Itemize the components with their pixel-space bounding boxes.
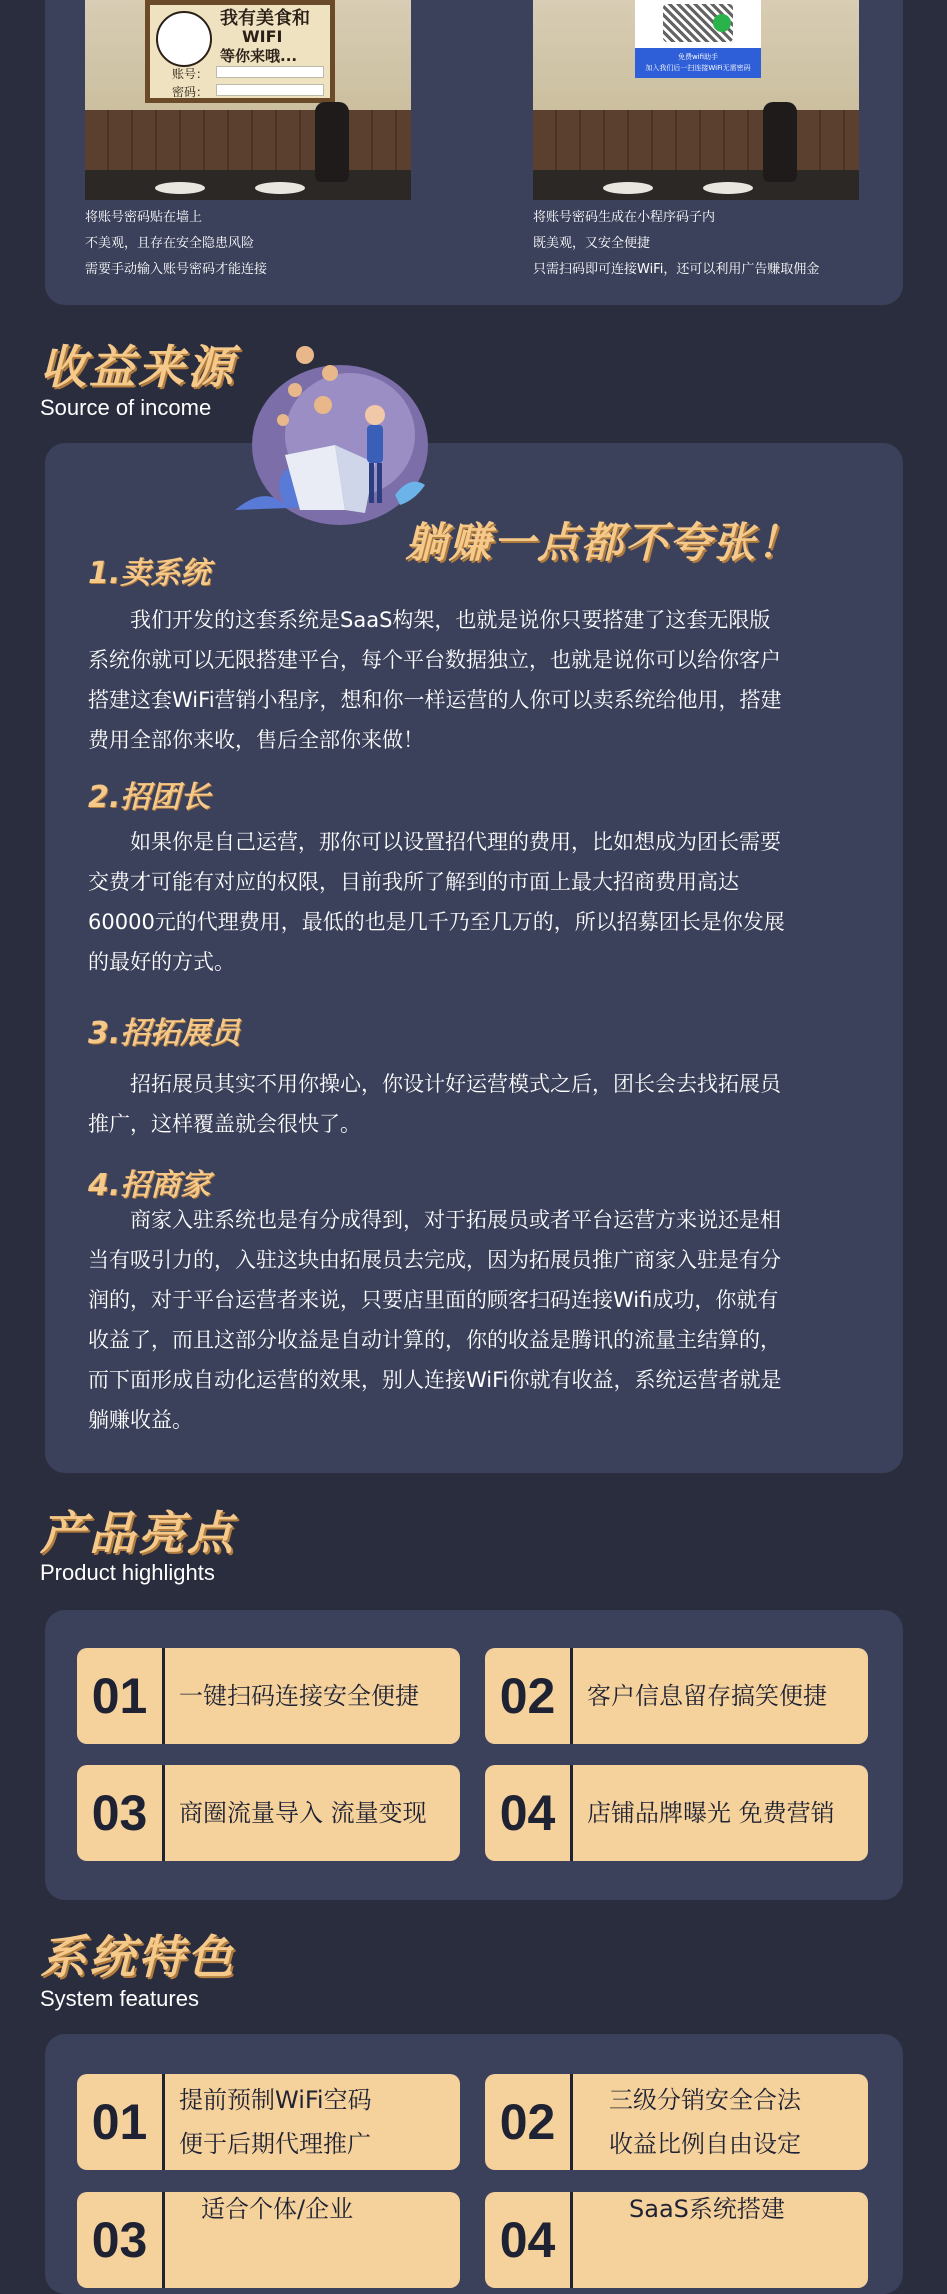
feature-text bbox=[165, 2078, 372, 2166]
feature-number: 01 bbox=[77, 2074, 165, 2170]
wall-sign-photo bbox=[85, 0, 411, 200]
highlight-text: 一键扫码连接安全便捷 bbox=[179, 1682, 419, 1710]
left-caption bbox=[85, 205, 267, 283]
wechat-badge-icon bbox=[713, 14, 731, 32]
income-item-body bbox=[88, 1064, 868, 1144]
feature-line: 便于后期代理推广 bbox=[179, 2130, 371, 2158]
features-subtitle: System features bbox=[40, 1986, 199, 2011]
body-line: 收益了，而且这部分收益是自动计算的，你的收益是腾讯的流量主结算的， bbox=[88, 1328, 781, 1352]
feature-text bbox=[573, 2078, 801, 2166]
body-line: 如果你是自己运营，那你可以设置招代理的费用，比如想成为团长需要 bbox=[88, 830, 781, 854]
jug-icon bbox=[315, 102, 349, 182]
body-line: 当有吸引力的，入驻这块由拓展员去完成，因为拓展员推广商家入驻是有分 bbox=[88, 1248, 781, 1272]
person-with-coins-illustration bbox=[225, 335, 445, 525]
sign-wifi-text: WIFI bbox=[242, 27, 283, 46]
comparison-panel bbox=[45, 0, 903, 305]
feature-line: 三级分销安全合法 bbox=[609, 2086, 801, 2114]
feature-line: 适合个体/企业 bbox=[201, 2195, 354, 2223]
body-line: 招拓展员其实不用你操心，你设计好运营模式之后，团长会去找拓展员 bbox=[88, 1072, 781, 1096]
feature-text bbox=[573, 2192, 785, 2226]
qr-banner-line-2: 加入我们后一扫连接WiFi无需密码 bbox=[645, 64, 751, 72]
feature-line: SaaS系统搭建 bbox=[629, 2195, 785, 2223]
sign-password-label: 密码： bbox=[172, 85, 209, 99]
caption-line: 只需扫码即可连接WiFi，还可以利用广告赚取佣金 bbox=[533, 262, 820, 277]
highlight-item bbox=[485, 1648, 868, 1744]
body-line: 而下面形成自动化运营的效果，别人连接WiFi你就有收益，系统运营者就是 bbox=[88, 1368, 782, 1392]
table bbox=[533, 170, 859, 200]
body-line: 商家入驻系统也是有分成得到，对于拓展员或者平台运营方来说还是相 bbox=[88, 1208, 781, 1232]
highlight-number: 03 bbox=[77, 1765, 165, 1861]
body-line: 费用全部你来收，售后全部你来做！ bbox=[88, 728, 424, 752]
body-line: 我们开发的这套系统是SaaS构架，也就是说你只要搭建了这套无限版 bbox=[88, 608, 771, 632]
plate-icon bbox=[155, 182, 205, 194]
caption-line: 不美观，且存在安全隐患风险 bbox=[85, 236, 255, 251]
plate-icon bbox=[603, 182, 653, 194]
sign-account-label: 账号： bbox=[172, 67, 209, 81]
income-item-title: 1.卖系统 bbox=[88, 556, 211, 591]
income-item-body bbox=[88, 1200, 868, 1440]
wifi-sign-board bbox=[145, 0, 335, 103]
sign-title: 我有美食和 bbox=[220, 8, 310, 29]
highlight-item bbox=[77, 1765, 460, 1861]
plate-icon bbox=[255, 182, 305, 194]
right-caption bbox=[533, 205, 819, 283]
caption-line: 需要手动输入账号密码才能连接 bbox=[85, 262, 268, 277]
jug-icon bbox=[763, 102, 797, 182]
feature-number: 02 bbox=[485, 2074, 573, 2170]
body-line: 搭建这套WiFi营销小程序，想和你一样运营的人你可以卖系统给他用，搭建 bbox=[88, 688, 782, 712]
feature-line: 提前预制WiFi空码 bbox=[179, 2086, 372, 2114]
feature-number: 03 bbox=[77, 2192, 165, 2288]
qr-code-banner bbox=[635, 48, 761, 78]
income-item-body bbox=[88, 600, 868, 760]
qr-code-card bbox=[635, 0, 761, 78]
highlight-item bbox=[77, 1648, 460, 1744]
feature-item bbox=[77, 2074, 460, 2170]
highlight-text: 客户信息留存搞笑便捷 bbox=[587, 1682, 827, 1710]
sign-wait-text: 等你来哦... bbox=[220, 47, 298, 65]
body-line: 润的，对于平台运营者来说，只要店里面的顾客扫码连接Wifi成功，你就有 bbox=[88, 1288, 779, 1312]
income-item-title: 4.招商家 bbox=[88, 1168, 211, 1203]
caption-line: 既美观，又安全便捷 bbox=[533, 236, 651, 251]
sign-password-line bbox=[216, 84, 324, 96]
highlight-item bbox=[485, 1765, 868, 1861]
body-line: 系统你就可以无限搭建平台，每个平台数据独立，也就是说你可以给你客户 bbox=[88, 648, 781, 672]
income-slogan: 躺赚一点都不夸张！ bbox=[405, 518, 802, 567]
feature-line: 收益比例自由设定 bbox=[609, 2130, 801, 2158]
highlights-subtitle: Product highlights bbox=[40, 1560, 215, 1585]
feature-item bbox=[77, 2192, 460, 2288]
table bbox=[85, 170, 411, 200]
income-subtitle: Source of income bbox=[40, 395, 212, 420]
feature-text bbox=[165, 2192, 353, 2226]
feature-item bbox=[485, 2074, 868, 2170]
features-title: 系统特色 bbox=[40, 1930, 236, 1984]
feature-number: 04 bbox=[485, 2192, 573, 2288]
qr-banner-line-1: 免费wifi助手 bbox=[677, 53, 719, 61]
highlight-number: 01 bbox=[77, 1648, 165, 1744]
highlights-title: 产品亮点 bbox=[40, 1506, 236, 1560]
sign-account-line bbox=[216, 66, 324, 78]
qr-code-photo bbox=[533, 0, 859, 200]
feature-item bbox=[485, 2192, 868, 2288]
caption-line: 将账号密码生成在小程序码子内 bbox=[533, 210, 716, 225]
highlight-text: 商圈流量导入 流量变现 bbox=[179, 1799, 427, 1827]
body-line: 躺赚收益。 bbox=[88, 1408, 193, 1432]
income-title: 收益来源 bbox=[40, 340, 236, 394]
body-line: 60000元的代理费用，最低的也是几千乃至几万的，所以招募团长是你发展 bbox=[88, 910, 785, 934]
highlight-text: 店铺品牌曝光 免费营销 bbox=[587, 1799, 835, 1827]
body-line: 的最好的方式。 bbox=[88, 950, 235, 974]
income-item-body bbox=[88, 822, 868, 982]
income-item-title: 3.招拓展员 bbox=[88, 1016, 241, 1051]
highlight-number: 04 bbox=[485, 1765, 573, 1861]
highlight-number: 02 bbox=[485, 1648, 573, 1744]
income-item-title: 2.招团长 bbox=[88, 780, 211, 815]
body-line: 推广，这样覆盖就会很快了。 bbox=[88, 1112, 361, 1136]
chef-icon bbox=[156, 11, 212, 67]
plate-icon bbox=[703, 182, 753, 194]
caption-line: 将账号密码贴在墙上 bbox=[85, 210, 203, 225]
body-line: 交费才可能有对应的权限，目前我所了解到的市面上最大招商费用高达 bbox=[88, 870, 739, 894]
